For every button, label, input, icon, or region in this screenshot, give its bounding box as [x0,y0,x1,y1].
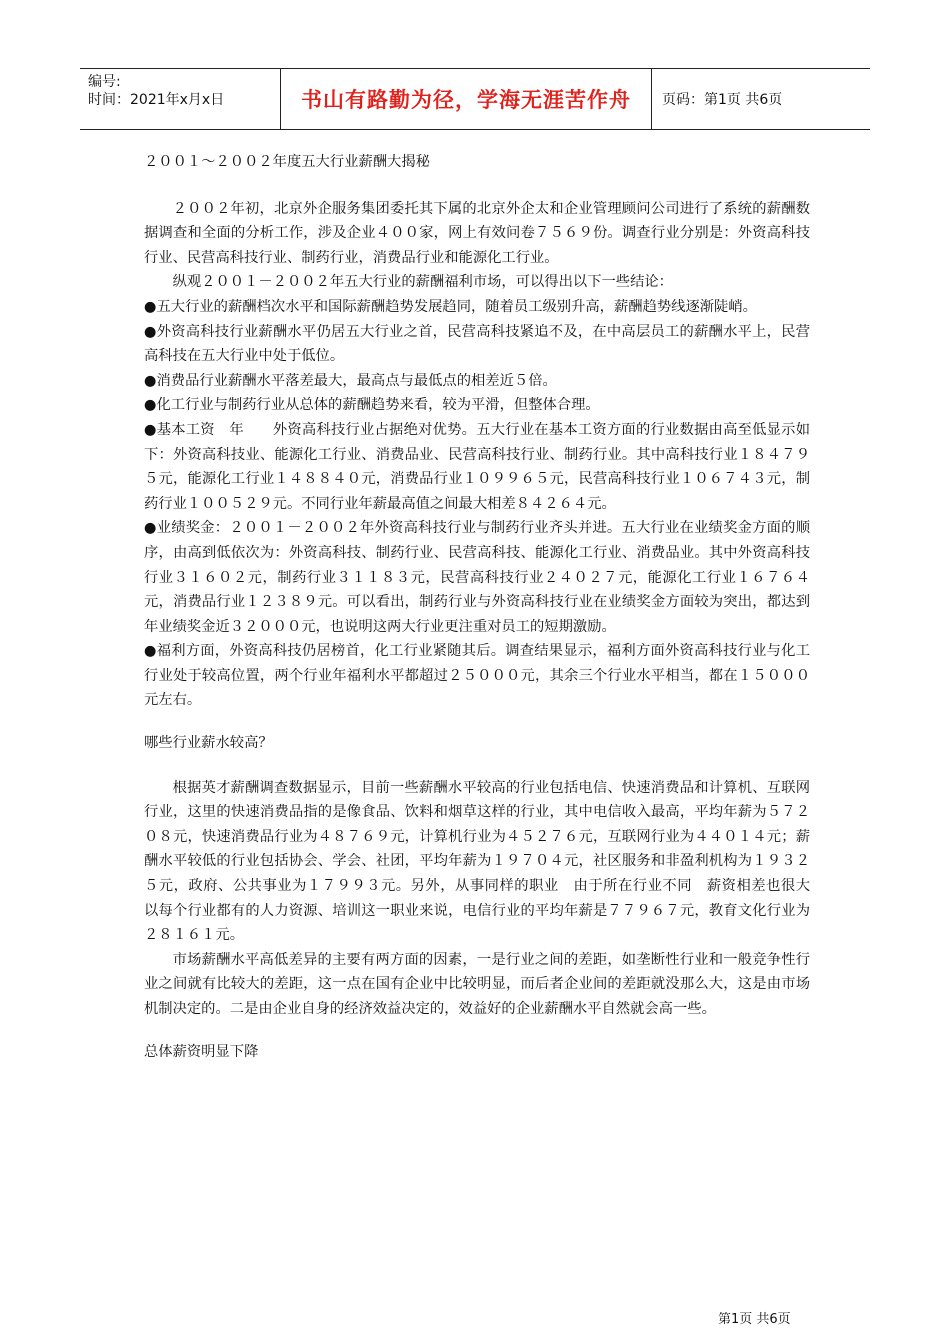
conclusion-bullet: ●化工行业与制药行业从总体的薪酬趋势来看，较为平滑，但整体合理。 [144,397,600,414]
number-label: 编号: [88,74,121,90]
document-title: ２００１～２００２年度五大行业薪酬大揭秘 [144,154,430,170]
conclusion-bullet: ●外资高科技行业薪酬水平仍居五大行业之首，民营高科技紧追不及，在中高层员工的薪酬水平上，民营高科技在五大行业中处于低位。 [144,323,810,365]
conclusion-bullet: ●基本工资 年 外资高科技行业占据绝对优势。五大行业在基本工资方面的行业数据由高至低显示如下：外资高科技业、能源化工行业、消费品业、民营高科技行业、制药行业。其中高科技行业１８４７９５元，能源化工行业１４８８４０元，消费品行业１０９９６５元，民营高科技行业１０６７４３元，制药行业１００５２９元。不同行业年薪最高值之间最大相差８４２６４元。 [144,421,810,512]
body-paragraph: 市场薪酬水平高低差异的主要有两方面的因素，一是行业之间的差距，如垄断性行业和一般竞争性行业之间就有比较大的差距，这一点在国有企业中比较明显，而后者企业间的差距就没那么大，这是由市场机制决定的。二是由企业自身的经济效益决定的，效益好的企业薪酬水平自然就会高一些。 [144,951,810,1017]
conclusion-bullet: ●福利方面，外资高科技仍居榜首，化工行业紧随其后。调查结果显示，福利方面外资高科技行业与化工行业处于较高位置，两个行业年福利水平都超过２５０００元，其余三个行业水平相当，都在１５０００元左右。 [144,643,810,709]
header-page-info: 页码：第1页 共6页 [662,92,783,108]
intro-paragraph: ２００２年初，北京外企服务集团委托其下属的北京外企太和企业管理顾问公司进行了系统的薪酬数据调查和全面的分析工作，涉及企业４００家，网上有效问卷７５６９份。调查行业分别是：外资高科技行业、民营高科技行业、制药行业，消费品行业和能源化工行业。 [144,200,810,266]
header-meta [80,69,280,129]
header-motto: 书山有路勤为径，学海无涯苦作舟 [280,69,652,129]
conclusion-bullet: ●业绩奖金：２００１－２００２年外资高科技行业与制药行业齐头并进。五大行业在业绩奖金方面的顺序，由高到低依次为：外资高科技、制药行业、民营高科技、能源化工行业、消费品业。其中外资高科技行业３１６０２元，制药行业３１１８３元，民营高科技行业２４０２７元，能源化工行业１６７６４元，消费品行业１２３８９元。可以看出，制药行业与外资高科技行业在业绩奖金方面较为突出，都达到年业绩奖金近３２０００元，也说明这两大行业更注重对员工的短期激励。 [144,520,810,635]
intro-paragraph: 纵观２００１－２００２年五大行业的薪酬福利市场，可以得出以下一些结论： [172,274,673,291]
document-body [144,150,825,1084]
section-heading: 哪些行业薪水较高？ [144,735,273,752]
page-header [80,68,870,130]
conclusion-bullet: ●五大行业的薪酬档次水平和国际薪酬趋势发展趋同，随着员工级别升高，薪酬趋势线逐渐陡峭。 [144,298,757,315]
page-footer: 第1页 共6页 [718,1312,791,1327]
body-paragraph: 根据英才薪酬调查数据显示，目前一些薪酬水平较高的行业包括电信、快速消费品和计算机、互联网行业，这里的快速消费品指的是像食品、饮料和烟草这样的行业，其中电信收入最高，平均年薪为５７２０８元，快速消费品行业为４８７６９元，计算机行业为４５２７６元，互联网行业为４４０１４元；薪酬水平较低的行业包括协会、学会、社团，平均年薪为１９７０４元，社区服务和非盈利机构为１９３２５元，政府、公共事业为１７９９３元。另外，从事同样的职业 由于所在行业不同 薪资相差也很大 以每个行业都有的人力资源、培训这一职业来说，电信行业的平均年薪是７７９６７元，教育文化行业为２８１６１元。 [144,779,825,944]
section-heading: 总体薪资明显下降 [144,1043,259,1060]
time-label: 时间：2021年x月x日 [88,92,225,108]
conclusion-bullet: ●消费品行业薪酬水平落差最大，最高点与最低点的相差近５倍。 [144,372,557,389]
